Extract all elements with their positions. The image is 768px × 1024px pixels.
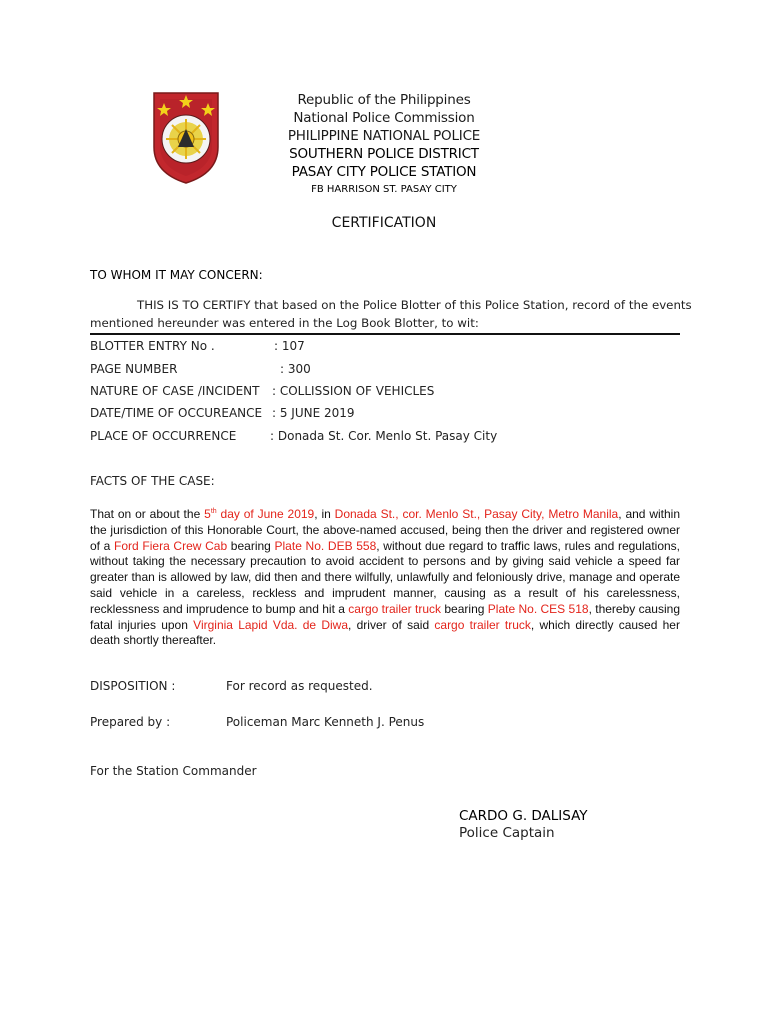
- date-value: : 5 JUNE 2019: [272, 406, 355, 420]
- highlight-date: 5th day of June 2019: [204, 507, 315, 521]
- for-station-commander: For the Station Commander: [90, 764, 257, 778]
- highlight-plate-1: Plate No. DEB 558: [274, 538, 377, 553]
- blotter-entry-value: : 107: [274, 339, 305, 353]
- signatory-name: CARDO G. DALISAY: [459, 808, 588, 824]
- nature-value: : COLLISSION OF VEHICLES: [272, 384, 435, 398]
- salutation: TO WHOM IT MAY CONCERN:: [90, 268, 263, 282]
- header-station: PASAY CITY POLICE STATION: [291, 164, 477, 180]
- page-number-label: PAGE NUMBER: [90, 362, 178, 376]
- highlight-place: Donada St., cor. Menlo St., Pasay City, Metro Manila: [334, 507, 619, 521]
- blotter-entry-label: BLOTTER ENTRY No .: [90, 339, 215, 353]
- highlight-truck-1: cargo trailer truck: [348, 601, 442, 616]
- highlight-truck-2: cargo trailer truck: [434, 617, 531, 632]
- intro-line-2: mentioned hereunder was entered in the Log Book Blotter, to wit:: [90, 316, 479, 330]
- prepared-label: Prepared by :: [90, 715, 171, 729]
- pnp-seal-icon: [148, 89, 224, 185]
- header-napolcom: National Police Commission: [293, 110, 475, 126]
- page-title: CERTIFICATION: [331, 215, 437, 231]
- signatory-title: Police Captain: [459, 825, 555, 841]
- header-district: SOUTHERN POLICE DISTRICT: [289, 146, 479, 162]
- header-pnp: PHILIPPINE NATIONAL POLICE: [287, 128, 481, 144]
- prepared-value: Policeman Marc Kenneth J. Penus: [226, 715, 425, 729]
- facts-heading: FACTS OF THE CASE:: [90, 474, 215, 488]
- facts-paragraph: That on or about the 5th day of June 2019, in Donada St., cor. Menlo St., Pasay City, Metro Manila, and within the jurisdiction of this Honorable Court, the above-named accused, being then the driver and registered owner of a Ford Fiera Crew Cab bearing Plate No. DEB 558, without due regard to traffic laws, rules and regulations, without taking the necessary precaution to avoid accident to persons and by giving said vehicle a speed far greater than is allowed by law, did then and there wilfully, unlawfully and feloniously drive, manage and operate said vehicle in a careless, reckless and imprudent manner, causing as a result of his carelessness, recklessness and imprudence to bump and hit a cargo trailer truck bearing Plate No. CES 518, thereby causing fatal injuries upon Virginia Lapid Vda. de Diwa, driver of said cargo trailer truck, which directly caused her death shortly thereafter.: [90, 507, 681, 648]
- highlight-plate-2: Plate No. CES 518: [487, 601, 589, 616]
- highlight-vehicle: Ford Fiera Crew Cab: [114, 538, 228, 553]
- date-label: DATE/TIME OF OCCUREANCE: [90, 406, 263, 420]
- disposition-label: DISPOSITION :: [90, 679, 176, 693]
- highlight-victim: Virginia Lapid Vda. de Diwa: [193, 617, 349, 632]
- header-address: FB HARRISON ST. PASAY CITY: [311, 184, 457, 195]
- disposition-value: For record as requested.: [226, 679, 373, 693]
- place-value: : Donada St. Cor. Menlo St. Pasay City: [270, 429, 498, 443]
- header-republic: Republic of the Philippines: [297, 92, 471, 108]
- divider: [90, 333, 680, 335]
- page-number-value: : 300: [280, 362, 311, 376]
- nature-label: NATURE OF CASE /INCIDENT: [90, 384, 260, 398]
- intro-line-1: THIS IS TO CERTIFY that based on the Police Blotter of this Police Station, record of the events: [137, 298, 692, 312]
- place-label: PLACE OF OCCURRENCE: [90, 429, 237, 443]
